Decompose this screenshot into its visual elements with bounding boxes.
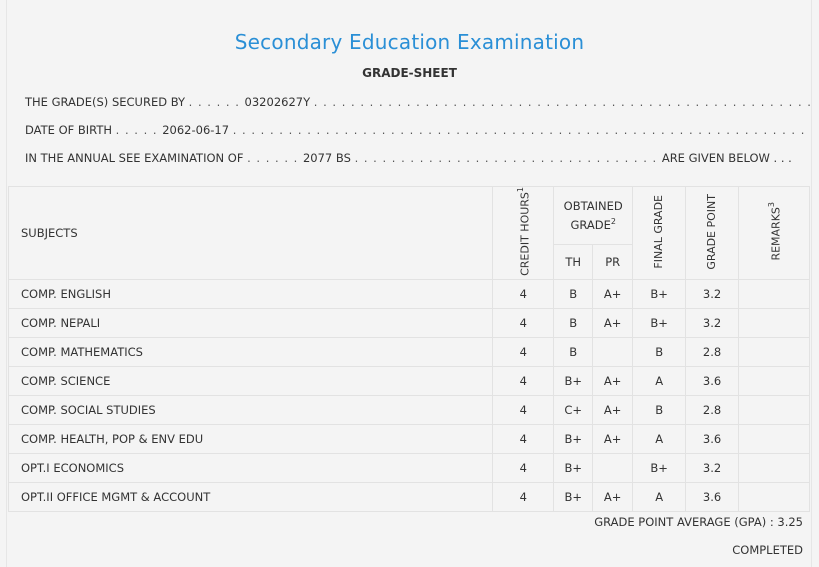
page-title: Secondary Education Examination xyxy=(234,30,585,54)
grade-point-cell: 2.8 xyxy=(686,395,739,424)
grade-point-cell: 3.2 xyxy=(686,279,739,308)
remarks-cell xyxy=(739,453,810,482)
page-subtitle: GRADE-SHEET xyxy=(362,66,457,80)
remarks-header: REMARKS$^3$ xyxy=(739,187,810,280)
table-row xyxy=(9,308,810,337)
subjects-header: SUBJECTS xyxy=(9,187,493,280)
practical-grade-cell xyxy=(593,453,633,482)
table-row xyxy=(9,366,810,395)
theory-grade-cell: B xyxy=(554,308,593,337)
theory-grade-cell: B+ xyxy=(554,366,593,395)
practical-grade-cell: A+ xyxy=(593,424,633,453)
credit-hours-cell: 4 xyxy=(493,482,554,511)
remarks-cell xyxy=(739,424,810,453)
theory-grade-cell: C+ xyxy=(554,395,593,424)
grade-point-cell: 3.6 xyxy=(686,482,739,511)
final-grade-cell: B+ xyxy=(633,453,686,482)
theory-grade-cell: B xyxy=(554,279,593,308)
final-grade-cell: B xyxy=(633,337,686,366)
theory-grade-cell: B xyxy=(554,337,593,366)
dob-line: DATE OF BIRTH . . . . . 2062-06-17 . . . . . . . . . . . . . . . . . . . . . . . . . . . . . . . . . . . . . . . . . . . . . . . . . . . . . . . . . . . . . . xyxy=(25,123,806,137)
practical-grade-cell: A+ xyxy=(593,279,633,308)
credit-hours-cell: 4 xyxy=(493,337,554,366)
credit-hours-cell: 4 xyxy=(493,424,554,453)
exam-line: IN THE ANNUAL SEE EXAMINATION OF . . . . . . 2077 BS . . . . . . . . . . . . . . . . . . . . . . . . . . . . . . . . . ARE GIVEN BELOW . . . xyxy=(25,151,792,165)
completion-status: COMPLETED xyxy=(732,543,803,557)
subject-cell: COMP. NEPALI xyxy=(9,308,493,337)
th-header: TH xyxy=(554,245,593,280)
table-row xyxy=(9,424,810,453)
theory-grade-cell: B+ xyxy=(554,453,593,482)
table-row xyxy=(9,279,810,308)
symbol-number: 03202627Y xyxy=(244,95,311,109)
subject-cell: COMP. HEALTH, POP & ENV EDU xyxy=(9,424,493,453)
theory-grade-cell: B+ xyxy=(554,482,593,511)
grade-point-cell: 3.2 xyxy=(686,308,739,337)
credit-hours-cell: 4 xyxy=(493,366,554,395)
final-grade-cell: B xyxy=(633,395,686,424)
secured-by-line: THE GRADE(S) SECURED BY . . . . . . 03202627Y . . . . . . . . . . . . . . . . . . . . . . . . . . . . . . . . . . . . . . . . . . . . . . . . . . . . . . xyxy=(25,95,812,109)
credit-hours-cell: 4 xyxy=(493,279,554,308)
subject-cell: OPT.I ECONOMICS xyxy=(9,453,493,482)
remarks-cell xyxy=(739,308,810,337)
exam-year: 2077 BS xyxy=(302,151,351,165)
pr-header: PR xyxy=(593,245,633,280)
grades-table xyxy=(8,186,810,512)
theory-grade-cell: B+ xyxy=(554,424,593,453)
subject-cell: OPT.II OFFICE MGMT & ACCOUNT xyxy=(9,482,493,511)
table-row xyxy=(9,453,810,482)
final-grade-header: FINAL GRADE xyxy=(633,187,686,280)
dob-value: 2062-06-17 xyxy=(162,123,230,137)
remarks-cell xyxy=(739,366,810,395)
grade-point-cell: 3.6 xyxy=(686,424,739,453)
secured-by-label: THE GRADE(S) SECURED BY xyxy=(25,95,186,109)
practical-grade-cell: A+ xyxy=(593,366,633,395)
subject-cell: COMP. SCIENCE xyxy=(9,366,493,395)
credit-hours-cell: 4 xyxy=(493,308,554,337)
grade-point-cell: 3.2 xyxy=(686,453,739,482)
grade-point-cell: 2.8 xyxy=(686,337,739,366)
practical-grade-cell: A+ xyxy=(593,308,633,337)
table-row xyxy=(9,482,810,511)
remarks-cell xyxy=(739,395,810,424)
credit-hours-header: CREDIT HOURS$^1$ xyxy=(493,187,554,280)
table-row xyxy=(9,395,810,424)
final-grade-cell: B+ xyxy=(633,279,686,308)
grade-point-header: GRADE POINT xyxy=(686,187,739,280)
exam-label: IN THE ANNUAL SEE EXAMINATION OF xyxy=(25,151,244,165)
remarks-cell xyxy=(739,482,810,511)
final-grade-cell: A xyxy=(633,366,686,395)
credit-hours-cell: 4 xyxy=(493,453,554,482)
grade-point-cell: 3.6 xyxy=(686,366,739,395)
practical-grade-cell xyxy=(593,337,633,366)
subject-cell: COMP. MATHEMATICS xyxy=(9,337,493,366)
final-grade-cell: B+ xyxy=(633,308,686,337)
dob-label: DATE OF BIRTH xyxy=(25,123,113,137)
credit-hours-cell: 4 xyxy=(493,395,554,424)
remarks-cell xyxy=(739,337,810,366)
practical-grade-cell: A+ xyxy=(593,395,633,424)
subject-cell: COMP. ENGLISH xyxy=(9,279,493,308)
table-row xyxy=(9,337,810,366)
practical-grade-cell: A+ xyxy=(593,482,633,511)
obtained-grade-header: OBTAINED GRADE$^2$ xyxy=(554,187,633,245)
final-grade-cell: A xyxy=(633,482,686,511)
subject-cell: COMP. SOCIAL STUDIES xyxy=(9,395,493,424)
remarks-cell xyxy=(739,279,810,308)
given-below: ARE GIVEN BELOW . . . xyxy=(661,151,792,165)
final-grade-cell: A xyxy=(633,424,686,453)
gpa-summary: GRADE POINT AVERAGE (GPA) : 3.25 xyxy=(594,515,803,529)
